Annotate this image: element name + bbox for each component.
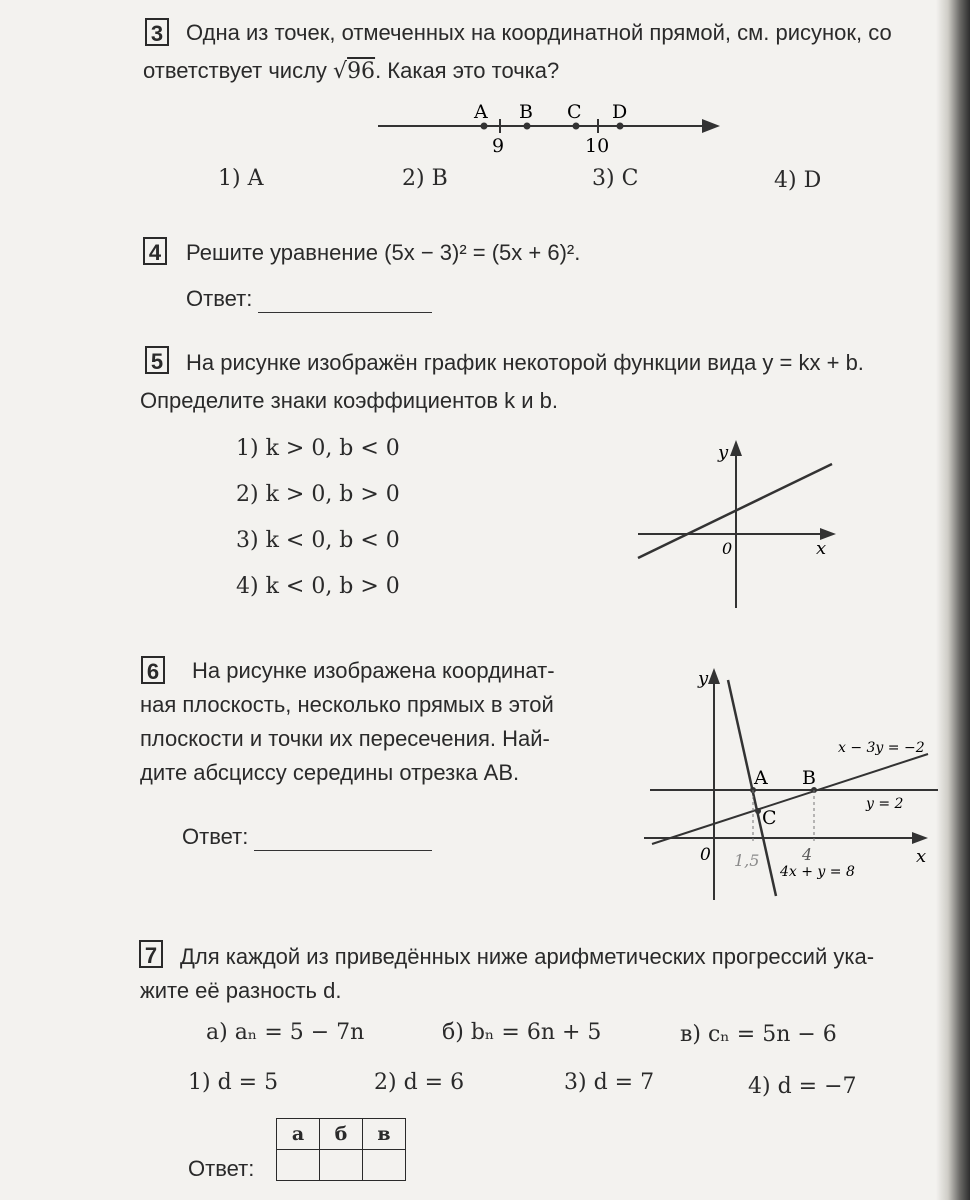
task-6-line-1: На рисунке изображена координат- (192, 658, 555, 683)
answer-header-v: в (363, 1119, 406, 1150)
y-axis-label: y (698, 668, 709, 689)
task-7-option-4[interactable]: 4) d = −7 (748, 1074, 857, 1099)
task-4-number: 4 (143, 237, 167, 265)
label-line-x-3y: x − 3y = −2 (838, 740, 925, 756)
task-6-line-3: плоскости и точки их пересечения. Най- (140, 726, 550, 751)
task-3-number: 3 (145, 18, 169, 46)
task-7-line-2: жите её разность d. (140, 978, 342, 1003)
task-5-line-1: На рисунке изображён график некоторой функции вида y = kx + b. (186, 350, 864, 375)
task-6-line-2: ная плоскость, несколько прямых в этой (140, 692, 554, 717)
label-line-y-2: y = 2 (866, 796, 904, 812)
task-3-line-2: ответствует числу √96. Какая это точка? (143, 58, 560, 84)
task-3-line-1: Одна из точек, отмеченных на координатной прямой, см. рисунок, со (186, 20, 892, 45)
origin-label: 0 (722, 539, 733, 558)
answer-header-b: б (320, 1119, 363, 1150)
label-a: A (474, 101, 488, 123)
answer-cell-v[interactable] (363, 1150, 406, 1181)
label-c: C (762, 807, 777, 829)
label-b: B (802, 767, 816, 789)
handwritten-4: 4 (802, 845, 813, 864)
task-7-line-1: Для каждой из приведённых ниже арифметических прогрессий ука- (180, 944, 875, 969)
task-7-answer-table (276, 1118, 406, 1181)
task-3-option-2[interactable]: 2) B (402, 166, 448, 191)
answer-label: Ответ: (186, 286, 253, 311)
sqrt-radicand: 96 (347, 59, 376, 84)
label-a: A (754, 767, 768, 789)
task-3-option-3[interactable]: 3) C (592, 166, 639, 191)
task-6-line-4: дите абсциссу середины отрезка AB. (140, 760, 520, 785)
task-7-item-c: в) cₙ = 5n − 6 (680, 1022, 837, 1047)
task-6-number: 6 (141, 656, 165, 684)
answer-label: Ответ: (182, 824, 249, 849)
task-4-prompt: Решите уравнение (5x − 3)² = (5x + 6)². (186, 240, 581, 265)
task-5-line-2: Определите знаки коэффициентов k и b. (140, 388, 558, 413)
label-d: D (612, 101, 628, 123)
label-line-4x-y: 4x + y = 8 (780, 864, 855, 880)
task-5-option-1[interactable]: 1) k > 0, b < 0 (236, 436, 400, 461)
tick-label-10: 10 (585, 135, 610, 157)
answer-cell-b[interactable] (320, 1150, 363, 1181)
task-5-number: 5 (145, 346, 169, 374)
task-7-item-a: а) aₙ = 5 − 7n (206, 1020, 365, 1045)
task-5-option-2[interactable]: 2) k > 0, b > 0 (236, 482, 400, 507)
answer-cell-a[interactable] (277, 1150, 320, 1181)
task-5-option-4[interactable]: 4) k < 0, b > 0 (236, 574, 400, 599)
x-axis-label: x (916, 846, 927, 867)
origin-label: 0 (700, 845, 711, 865)
label-c: C (567, 101, 582, 123)
y-axis-label: y (718, 442, 729, 463)
label-b: B (519, 101, 533, 123)
x-axis-label: x (816, 538, 827, 559)
tick-label-9: 9 (492, 135, 505, 157)
handwritten-1-5: 1,5 (734, 851, 760, 870)
answer-header-a: а (277, 1119, 320, 1150)
task-7-answer-label: Ответ: (188, 1156, 255, 1181)
task-5-option-3[interactable]: 3) k < 0, b < 0 (236, 528, 400, 553)
task-7-item-b: б) bₙ = 6n + 5 (442, 1020, 602, 1045)
task-7-option-3[interactable]: 3) d = 7 (564, 1070, 655, 1095)
task-7-number: 7 (139, 940, 163, 968)
task-3-option-1[interactable]: 1) A (218, 166, 264, 191)
task-7-option-2[interactable]: 2) d = 6 (374, 1070, 465, 1095)
task-3-option-4[interactable]: 4) D (774, 168, 822, 193)
task-7-option-1[interactable]: 1) d = 5 (188, 1070, 279, 1095)
